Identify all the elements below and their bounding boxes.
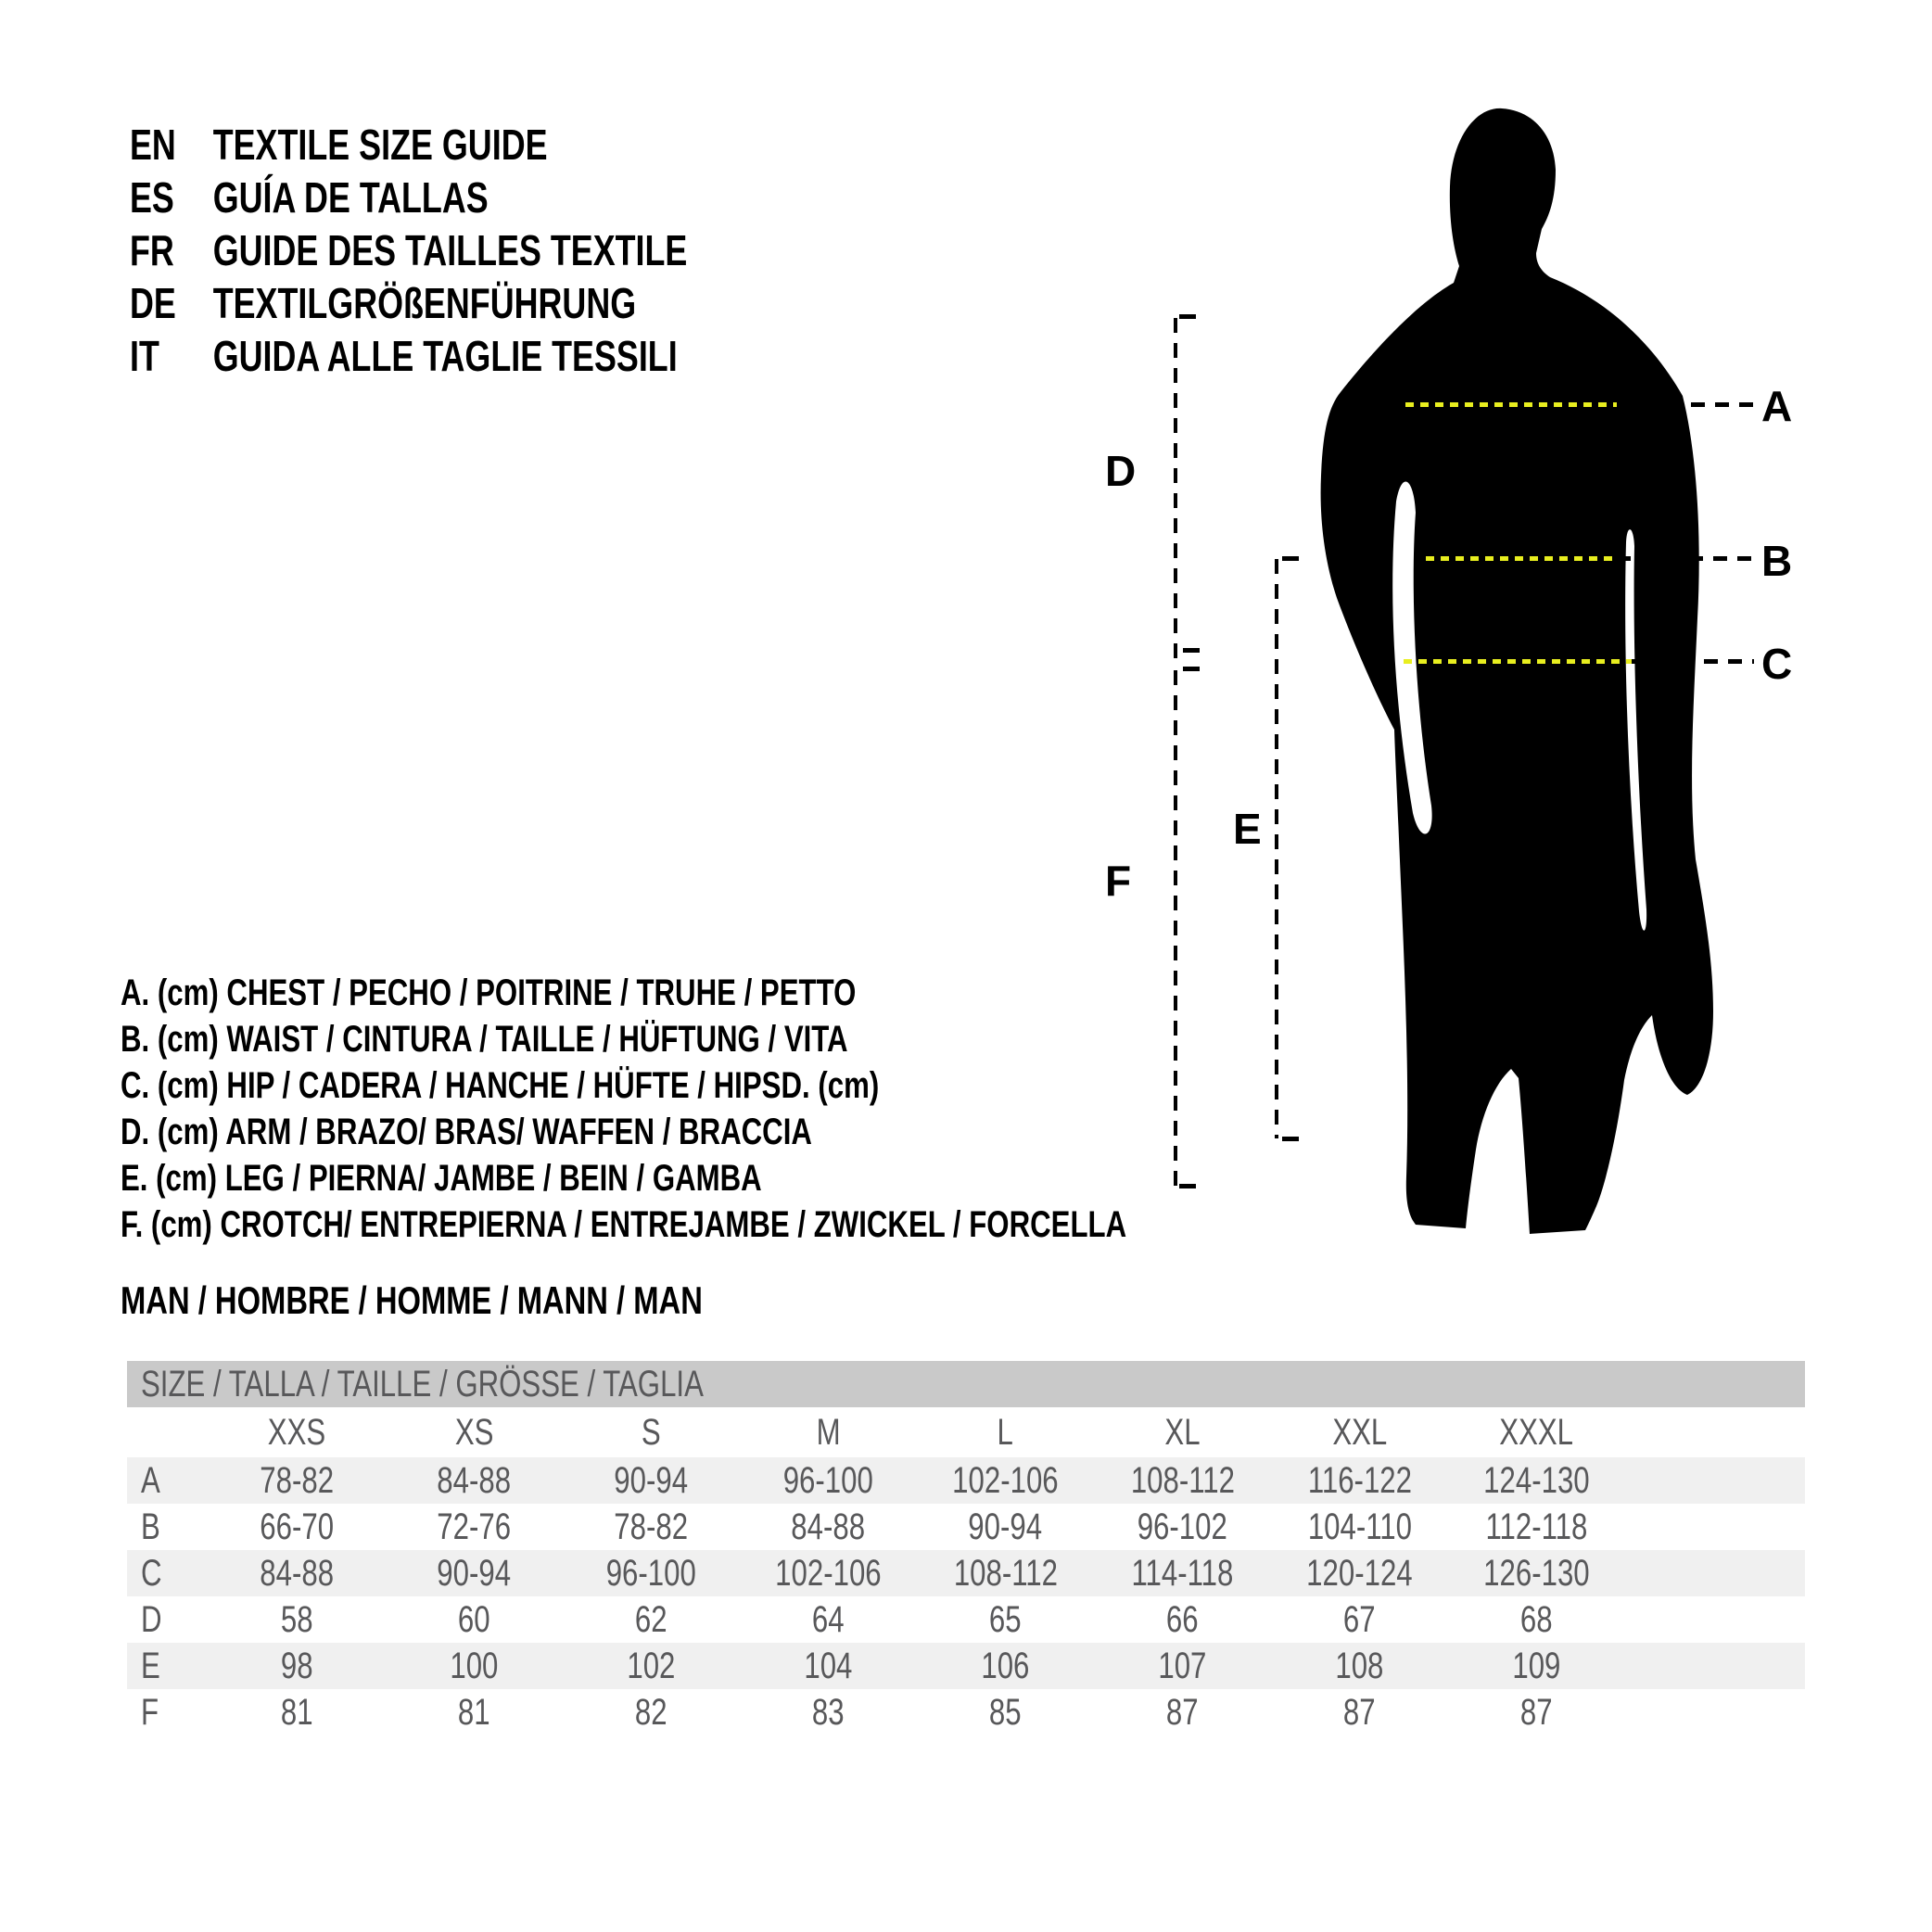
col-header-xs: XS [454,1411,494,1453]
arm-measure-line [1174,318,1177,661]
cell: 84-88 [437,1459,512,1501]
man-silhouette [1298,97,1734,1247]
measurement-descriptions [121,970,1410,1248]
label-chest-a: A [1761,382,1793,430]
chest-measure-line [1405,402,1617,407]
cell: 116-122 [1307,1459,1412,1501]
cell: 108 [1335,1645,1384,1686]
lang-code: EN [130,121,176,169]
cell: 106 [981,1645,1030,1686]
cell: 87 [1343,1691,1376,1733]
guide-title: TEXTILGRÖßENFÜHRUNG [212,279,637,327]
table-row-f [127,1689,1805,1735]
description-arm: D. (cm) ARM / BRAZO/ BRAS/ WAFFEN / BRACCIA [121,1112,812,1152]
cell: 114-118 [1131,1552,1234,1594]
category-line-text: MAN / HOMBRE / HOMME / MANN / MAN [121,1278,703,1322]
cell: 78-82 [614,1506,689,1547]
description-leg: E. (cm) LEG / PIERNA/ JAMBE / BEIN / GAMBA [121,1158,762,1199]
cell: 85 [989,1691,1022,1733]
row-label: F [141,1691,159,1733]
cell: 87 [1520,1691,1553,1733]
size-table-header-text: SIZE / TALLA / TAILLE / GRÖSSE / TAGLIA [141,1364,704,1405]
cell: 68 [1520,1598,1553,1640]
cell: 65 [989,1598,1022,1640]
row-label: A [141,1459,160,1501]
guide-title: GUIDA ALLE TAGLIE TESSILI [212,332,678,380]
arm-line-top-tick [1179,314,1196,319]
label-crotch-f: F [1105,857,1132,905]
cell: 62 [635,1598,667,1640]
waist-measure-line [1426,556,1615,561]
size-columns-row [127,1407,1805,1457]
crotch-line-bottom-tick [1179,1184,1196,1188]
cell: 66-70 [260,1506,335,1547]
cell: 84-88 [791,1506,866,1547]
cell: 112-118 [1485,1506,1588,1547]
category-line [121,1279,867,1322]
row-label: C [141,1552,162,1594]
cell: 83 [812,1691,845,1733]
cell: 96-100 [605,1552,697,1594]
lang-code: FR [130,226,174,274]
lang-code: ES [130,173,174,222]
row-label: D [141,1598,162,1640]
cell: 100 [450,1645,499,1686]
leg-line-top-tick [1282,556,1299,561]
crotch-measure-line [1174,670,1177,1188]
description-hip: C. (cm) HIP / CADERA / HANCHE / HÜFTE / HIPSD. (cm) [121,1065,880,1106]
cell: 107 [1158,1645,1207,1686]
size-table [127,1361,1805,1735]
lang-code: IT [130,332,159,380]
col-header-l: L [997,1411,1014,1453]
cell: 72-76 [437,1506,512,1547]
leg-line-bottom-tick [1282,1137,1299,1141]
guide-title: GUÍA DE TALLAS [212,173,489,222]
cell: 78-82 [260,1459,335,1501]
cell: 67 [1343,1598,1376,1640]
cell: 81 [281,1691,313,1733]
hip-measure-line [1404,659,1632,664]
crotch-line-top-tick [1183,667,1200,671]
col-header-s: S [642,1411,661,1453]
col-header-xxxl: XXXL [1499,1411,1574,1453]
cell: 108-112 [1130,1459,1235,1501]
cell: 90-94 [614,1459,689,1501]
cell: 96-102 [1137,1506,1228,1547]
cell: 58 [281,1598,313,1640]
cell: 126-130 [1483,1552,1590,1594]
guide-title: GUIDE DES TAILLES TEXTILE [212,226,688,274]
cell: 104 [804,1645,853,1686]
col-header-xxl: XXL [1332,1411,1387,1453]
table-row-c [127,1550,1805,1596]
cell: 81 [458,1691,490,1733]
cell: 102 [627,1645,676,1686]
description-waist: B. (cm) WAIST / CINTURA / TAILLE / HÜFTUNG / VITA [121,1019,848,1060]
table-row-a [127,1457,1805,1504]
table-row-d [127,1596,1805,1643]
cell: 84-88 [260,1552,335,1594]
arm-line-bottom-tick [1183,648,1200,653]
label-arm-d: D [1105,447,1137,495]
cell: 64 [812,1598,845,1640]
cell: 90-94 [437,1552,512,1594]
cell: 120-124 [1306,1552,1413,1594]
row-label: B [141,1506,160,1547]
cell: 108-112 [953,1552,1058,1594]
table-row-e [127,1643,1805,1689]
description-crotch: F. (cm) CROTCH/ ENTREPIERNA / ENTREJAMBE / ZWICKEL / FORCELLA [121,1204,1127,1245]
cell: 124-130 [1483,1459,1590,1501]
guide-title: TEXTILE SIZE GUIDE [212,121,548,169]
cell: 96-100 [782,1459,874,1501]
cell: 60 [458,1598,490,1640]
cell: 98 [281,1645,313,1686]
col-header-xl: XL [1164,1411,1201,1453]
cell: 87 [1166,1691,1199,1733]
table-row-b [127,1504,1805,1550]
col-header-xxs: XXS [268,1411,326,1453]
label-hip-c: C [1761,640,1793,688]
cell: 90-94 [968,1506,1043,1547]
cell: 82 [635,1691,667,1733]
label-leg-e: E [1233,805,1262,853]
cell: 104-110 [1307,1506,1412,1547]
leg-measure-line [1275,559,1278,1138]
col-header-m: M [816,1411,841,1453]
description-chest: A. (cm) CHEST / PECHO / POITRINE / TRUHE / PETTO [121,972,857,1013]
cell: 102-106 [775,1552,882,1594]
lang-code: DE [130,279,176,327]
size-table-header [127,1361,1805,1407]
cell: 102-106 [952,1459,1059,1501]
row-label: E [141,1645,160,1686]
cell: 109 [1512,1645,1561,1686]
cell: 66 [1166,1598,1199,1640]
label-waist-b: B [1761,537,1793,585]
